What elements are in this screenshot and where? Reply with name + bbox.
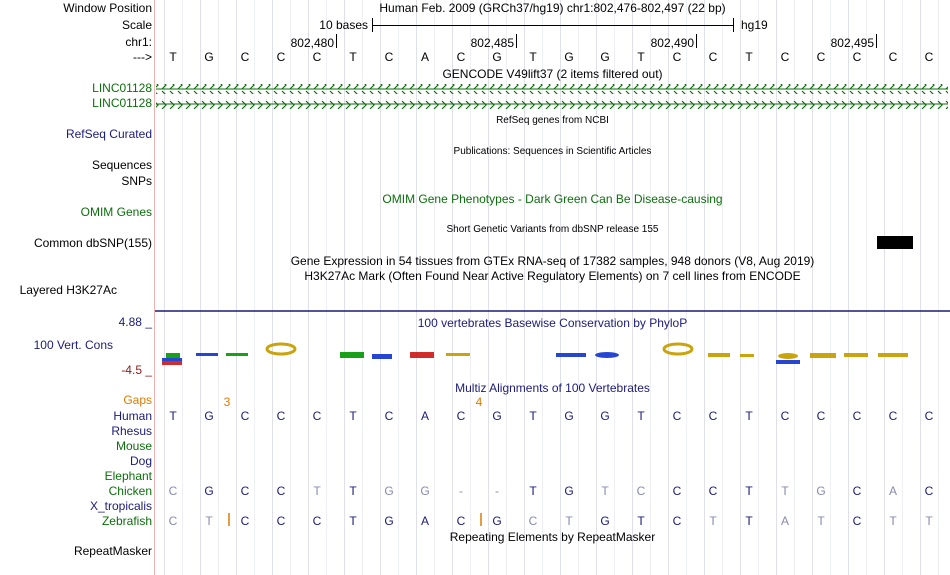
aligned-base: C (708, 409, 718, 423)
gap-count: 4 (475, 395, 483, 409)
ref-base: C (672, 50, 682, 64)
gene-label-linc01128-b[interactable]: LINC01128 (92, 96, 152, 110)
ref-base: C (276, 50, 286, 64)
species-dog[interactable]: Dog (129, 454, 152, 468)
ref-base: T (745, 50, 753, 64)
multiz-track-title: Multiz Alignments of 100 Vertebrates (455, 381, 650, 395)
aligned-base: C (636, 484, 646, 498)
aligned-base: T (745, 514, 753, 528)
sequences-track-label[interactable]: Sequences (91, 158, 152, 172)
aligned-base: T (169, 409, 177, 423)
aligned-base: A (780, 514, 789, 528)
aligned-base: T (349, 484, 357, 498)
aligned-base: T (637, 514, 645, 528)
aligned-base: C (816, 409, 826, 423)
aligned-base: T (781, 484, 789, 498)
window-position-label: Window Position (63, 1, 152, 15)
aligned-base: G (204, 409, 214, 423)
pubs-track-title: Publications: Sequences in Scientific Articles (453, 146, 652, 157)
ref-base: C (780, 50, 790, 64)
h3k27ac-track-label[interactable]: Layered H3K27Ac (19, 283, 117, 297)
species-x-tropicalis[interactable]: X_tropicalis (89, 499, 152, 513)
aligned-base: G (816, 484, 826, 498)
aligned-base: T (349, 514, 357, 528)
ref-base: C (816, 50, 826, 64)
conservation-logo (162, 344, 908, 365)
aligned-base: C (168, 514, 178, 528)
gaps-label: Gaps (123, 393, 152, 407)
aligned-base: C (780, 409, 790, 423)
aligned-base: G (564, 409, 574, 423)
ref-base: A (420, 50, 429, 64)
gtex-track-title: Gene Expression in 54 tissues from GTEx RNA-seq of 17382 samples, 948 donors (V8, Aug 2019) (290, 254, 815, 268)
dbsnp-track-label[interactable]: Common dbSNP(155) (33, 236, 152, 250)
cons-track-label[interactable]: 100 Vert. Cons (33, 338, 113, 352)
aligned-base: T (529, 484, 537, 498)
aligned-base: T (349, 409, 357, 423)
species-human[interactable]: Human (113, 409, 152, 423)
aligned-base: C (276, 514, 286, 528)
aligned-base: G (564, 484, 574, 498)
cons-min-value: -4.5 _ (121, 363, 152, 377)
aligned-base: T (709, 514, 717, 528)
aligned-base: C (456, 514, 466, 528)
ruler-label: 802,480 (290, 36, 334, 50)
aligned-base: A (888, 484, 897, 498)
ref-base: T (637, 50, 645, 64)
repeatmasker-track-title: Repeating Elements by RepeatMasker (449, 530, 656, 544)
strand-arrow-label: ---> (133, 50, 152, 64)
scale-db: hg19 (741, 18, 768, 32)
aligned-base: C (924, 484, 934, 498)
snps-track-label[interactable]: SNPs (121, 174, 152, 188)
aligned-base: C (852, 409, 862, 423)
dbsnp-variant-block (877, 236, 913, 249)
species-zebrafish[interactable]: Zebrafish (101, 514, 152, 528)
aligned-base: T (601, 484, 609, 498)
aligned-base: T (889, 514, 897, 528)
scale-text: 10 bases (319, 18, 368, 32)
aligned-base: G (384, 484, 394, 498)
aligned-base: G (384, 514, 394, 528)
ref-base: G (204, 50, 214, 64)
ref-base: T (529, 50, 537, 64)
aligned-base: C (384, 409, 394, 423)
aligned-base: T (565, 514, 573, 528)
gene-label-linc01128-a[interactable]: LINC01128 (92, 81, 152, 95)
ref-base: C (384, 50, 394, 64)
aligned-base: C (312, 514, 322, 528)
aligned-base: G (492, 514, 502, 528)
omim-track-title: OMIM Gene Phenotypes - Dark Green Can Be Disease-causing (382, 192, 723, 206)
species-chicken[interactable]: Chicken (108, 484, 152, 498)
aligned-base: C (708, 484, 718, 498)
ruler-label: 802,485 (470, 36, 514, 50)
refseq-track-label[interactable]: RefSeq Curated (65, 127, 152, 141)
species-mouse[interactable]: Mouse (115, 439, 152, 453)
h3k27ac-track-title: H3K27Ac Mark (Often Found Near Active Regulatory Elements) on 7 cell lines from ENCODE (304, 269, 801, 283)
omim-track-label[interactable]: OMIM Genes (80, 205, 152, 219)
ref-base: C (312, 50, 322, 64)
aligned-base: C (888, 409, 898, 423)
aligned-base: C (924, 409, 934, 423)
repeatmasker-track-label[interactable]: RepeatMasker (73, 544, 152, 558)
aligned-base: T (745, 484, 753, 498)
ref-base: G (564, 50, 574, 64)
ref-base: C (456, 50, 466, 64)
aligned-base: C (456, 409, 466, 423)
scale-label: Scale (121, 18, 152, 32)
aligned-base: G (600, 409, 610, 423)
aligned-base: C (672, 409, 682, 423)
window-position-text: Human Feb. 2009 (GRCh37/hg19) chr1:802,476-802,497 (22 bp) (379, 1, 726, 15)
chr-label: chr1: (125, 35, 152, 49)
aligned-base: T (637, 409, 645, 423)
aligned-base: T (313, 484, 321, 498)
species-elephant[interactable]: Elephant (104, 469, 152, 483)
ref-base: T (349, 50, 357, 64)
aligned-base: C (672, 514, 682, 528)
aligned-base: C (276, 484, 286, 498)
aligned-base: C (852, 484, 862, 498)
aligned-base: C (528, 514, 538, 528)
aligned-base: C (852, 514, 862, 528)
gap-count: 3 (223, 395, 231, 409)
species-rhesus[interactable]: Rhesus (111, 424, 152, 438)
aligned-base: C (240, 484, 250, 498)
dbsnp-track-title: Short Genetic Variants from dbSNP release 155 (446, 224, 659, 235)
aligned-base: T (925, 514, 933, 528)
aligned-base: A (420, 409, 429, 423)
aligned-base: C (240, 409, 250, 423)
gencode-track-title: GENCODE V49lift37 (2 items filtered out) (442, 67, 663, 81)
aligned-gap: - (459, 484, 463, 498)
ref-base: G (492, 50, 502, 64)
ref-base: C (708, 50, 718, 64)
ruler-label: 802,490 (650, 36, 694, 50)
aligned-gap: - (495, 484, 499, 498)
aligned-base: A (420, 514, 429, 528)
aligned-base: C (168, 484, 178, 498)
aligned-base: T (745, 409, 753, 423)
ref-base: C (852, 50, 862, 64)
aligned-base: G (492, 409, 502, 423)
aligned-base: C (276, 409, 286, 423)
ref-base: T (169, 50, 177, 64)
aligned-base: G (204, 484, 214, 498)
aligned-base: C (672, 484, 682, 498)
aligned-base: C (312, 409, 322, 423)
aligned-base: G (600, 514, 610, 528)
aligned-base: T (205, 514, 213, 528)
ref-base: C (888, 50, 898, 64)
ruler-label: 802,495 (830, 36, 874, 50)
cons-max-value: 4.88 _ (118, 315, 152, 329)
aligned-base: T (817, 514, 825, 528)
ref-base: G (600, 50, 610, 64)
cons-track-title: 100 vertebrates Basewise Conservation by PhyloP (417, 316, 688, 330)
aligned-base: T (529, 409, 537, 423)
aligned-base: C (240, 514, 250, 528)
refseq-track-title: RefSeq genes from NCBI (496, 115, 609, 126)
ref-base: C (240, 50, 250, 64)
aligned-base: G (420, 484, 430, 498)
ref-base: C (924, 50, 934, 64)
